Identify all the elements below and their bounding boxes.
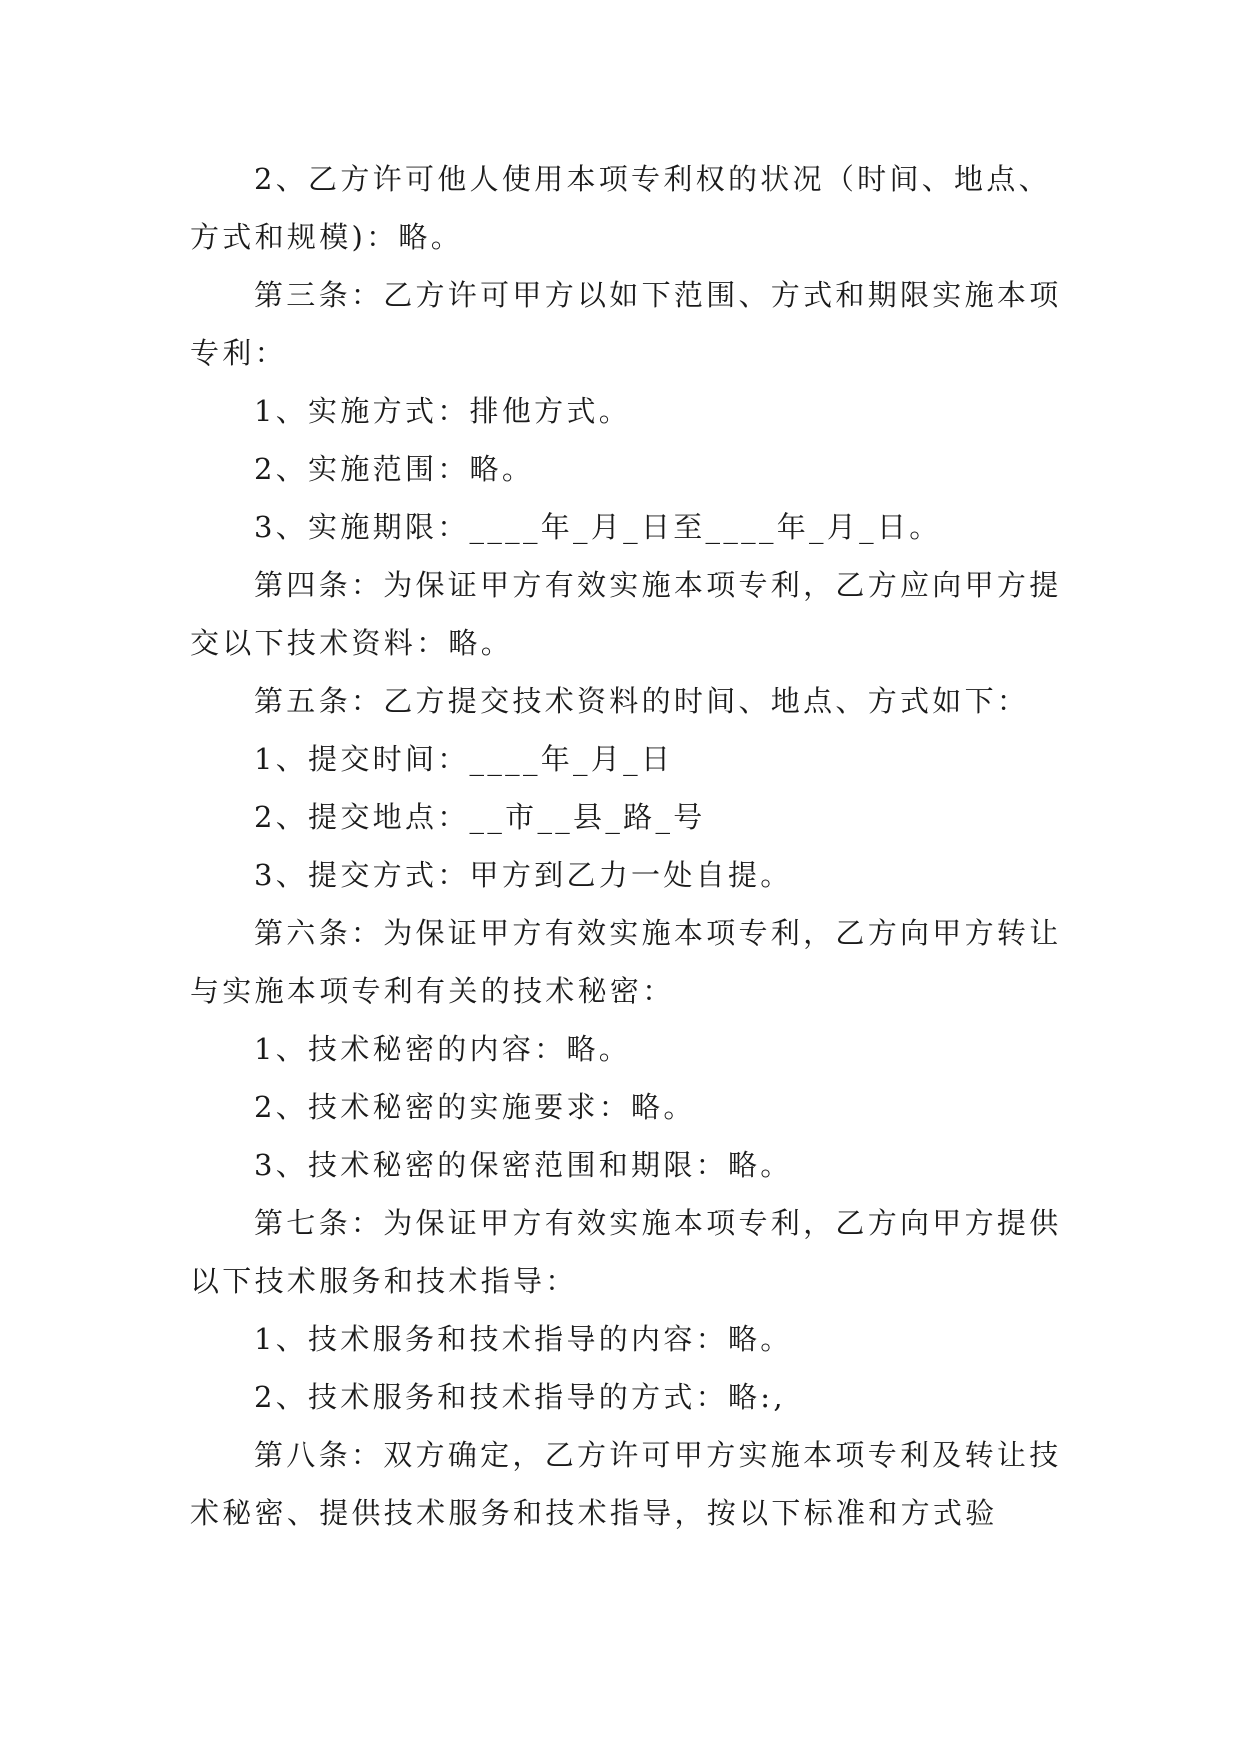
- paragraph-license-status: 2、乙方许可他人使用本项专利权的状况（时间、地点、方式和规模)：略。: [190, 162, 1051, 254]
- paragraph-secret-content: 1、技术秘密的内容：略。: [254, 1032, 632, 1066]
- paragraph-implementation-scope: 2、实施范围：略。: [254, 452, 535, 486]
- paragraph-article-7: 第七条：为保证甲方有效实施本项专利，乙方向甲方提供以下技术服务和技术指导：: [190, 1206, 1062, 1298]
- paragraph-article-3: 第三条：乙方许可甲方以如下范围、方式和期限实施本项专利：: [190, 278, 1062, 370]
- paragraph-article-6: 第六条：为保证甲方有效实施本项专利，乙方向甲方转让与实施本项专利有关的技术秘密：: [190, 916, 1062, 1008]
- paragraph-service-method: 2、技术服务和技术指导的方式：略:,: [254, 1380, 786, 1414]
- paragraph-implementation-term: 3、实施期限：____年_月_日至____年_月_日。: [254, 510, 942, 544]
- paragraph-secret-requirements: 2、技术秘密的实施要求：略。: [254, 1090, 696, 1124]
- paragraph-article-4: 第四条：为保证甲方有效实施本项专利，乙方应向甲方提交以下技术资料：略。: [190, 568, 1062, 660]
- paragraph-submission-time: 1、提交时间：____年_月_日: [254, 742, 674, 776]
- paragraph-service-content: 1、技术服务和技术指导的内容：略。: [254, 1322, 793, 1356]
- paragraph-secret-confidentiality: 3、技术秘密的保密范围和期限：略。: [254, 1148, 793, 1182]
- paragraph-submission-method: 3、提交方式：甲方到乙力一处自提。: [254, 858, 793, 892]
- paragraph-article-8: 第八条：双方确定，乙方许可甲方实施本项专利及转让技术秘密、提供技术服务和技术指导，按以下标准和方式验: [190, 1438, 1062, 1530]
- paragraph-implementation-method: 1、实施方式：排他方式。: [254, 394, 632, 428]
- document-body: [190, 150, 1070, 1542]
- paragraph-submission-place: 2、提交地点：__市__县_路_号: [254, 800, 706, 834]
- paragraph-article-5: 第五条：乙方提交技术资料的时间、地点、方式如下：: [254, 684, 1030, 718]
